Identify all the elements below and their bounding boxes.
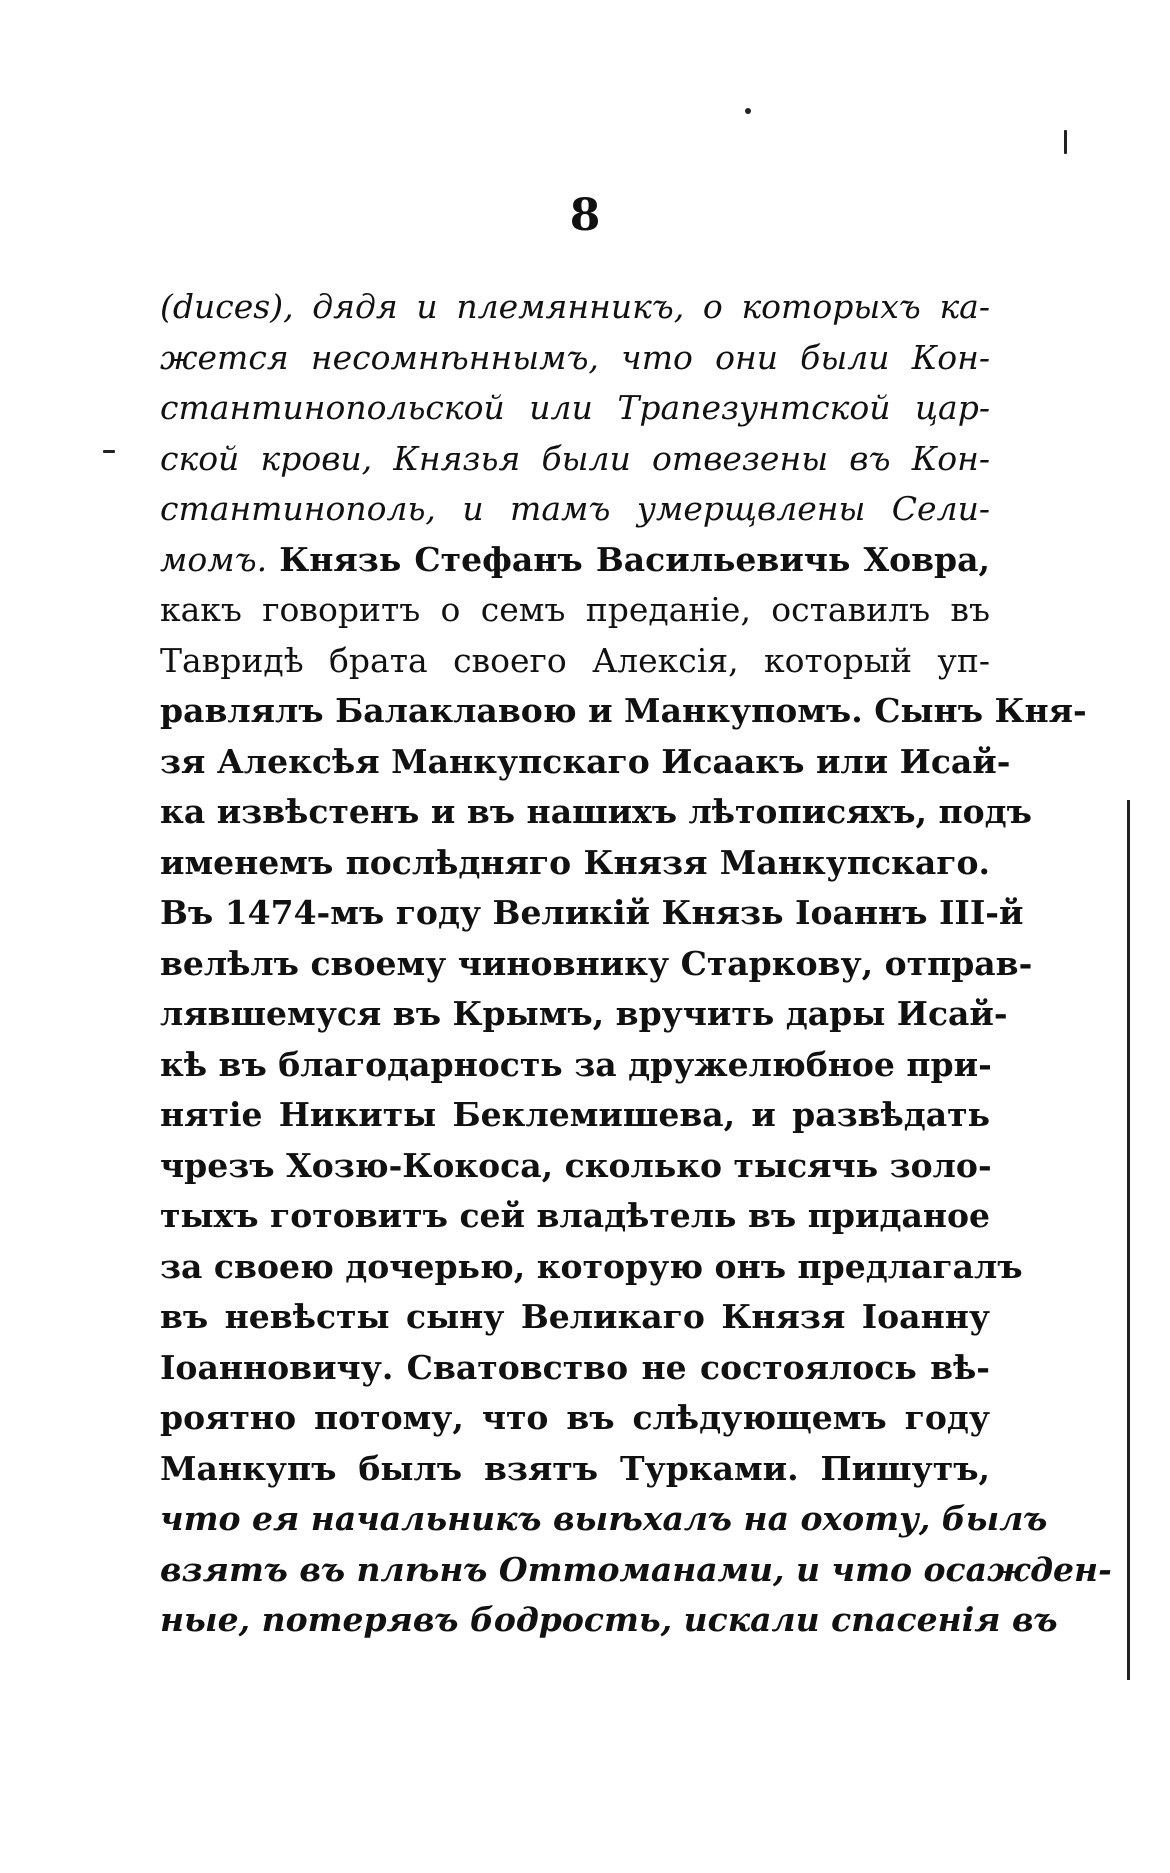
- text-line-17: нятіе Никиты Беклемишева, и развѣдать: [160, 1095, 990, 1134]
- text-line-7: какъ говоритъ о семъ преданіе, оставилъ въ: [160, 590, 990, 629]
- text-line-15: лявшемуся въ Крымъ, вручить дары Исай-: [160, 994, 1008, 1033]
- text-line-9: равлялъ Балаклавою и Манкупомъ. Сынъ Кня-: [160, 691, 1087, 730]
- text-line-13: Въ 1474-мъ году Великій Князь Іоаннъ III-й: [160, 893, 1024, 932]
- text-line-10: зя Алексѣя Манкупскаго Исаакъ или Исай-: [160, 741, 1011, 781]
- page-number: 8: [569, 190, 601, 241]
- text-line-6: [160, 535, 990, 586]
- text-line-3: стантинопольской или Трапезунтской цар-: [160, 388, 990, 427]
- text-line-8: Тавридѣ брата своего Алексія, который уп-: [160, 640, 990, 680]
- text-line-27: ные, потерявъ бодрость, искали спасенія въ: [160, 1600, 1058, 1639]
- text-line-23: роятно потому, что въ слѣдующемъ году: [160, 1398, 990, 1437]
- text-line-5: стантинополь, и тамъ умерщвлены Сели-: [160, 489, 990, 528]
- body-text: [160, 282, 1112, 1646]
- text-line-2: жется несомнѣннымъ, что они были Кон-: [160, 337, 990, 377]
- text-line-6-end: Князь Стефанъ Васильевичь Ховра,: [279, 539, 990, 579]
- text-line-24: Манкупъ былъ взятъ Турками. Пишутъ,: [160, 1448, 990, 1488]
- text-line-4: ской крови, Князья были отвезены въ Кон-: [160, 438, 990, 478]
- text-line-25: что ея начальникъ выѣхалъ на охоту, былъ: [160, 1499, 1048, 1538]
- text-line-18: чрезъ Хозю-Кокоса, сколько тысячь золо-: [160, 1145, 992, 1185]
- text-line-14: велѣлъ своему чиновнику Старкову, отправ-: [160, 943, 1033, 983]
- text-line-22: Іоанновичу. Сватовство не состоялось вѣ-: [160, 1347, 990, 1387]
- scan-edge-rule: [1127, 800, 1130, 1680]
- text-line-1: (duces), дядя и племянникъ, о которыхъ ка-: [160, 287, 990, 326]
- text-line-11: ка извѣстенъ и въ нашихъ лѣтописяхъ, подъ: [160, 792, 1032, 831]
- text-line-21: въ невѣсты сыну Великаго Князя Іоанну: [160, 1297, 990, 1336]
- scan-speck: [745, 108, 751, 114]
- text-line-20: за своею дочерью, которую онъ предлагалъ: [160, 1246, 1023, 1286]
- scan-speck: [1064, 130, 1067, 154]
- text-line-19: тыхъ готовитъ сей владѣтель въ приданое: [160, 1196, 990, 1235]
- text-line-12: именемъ послѣдняго Князя Манкупскаго.: [160, 842, 990, 882]
- text-line-16: кѣ въ благодарность за дружелюбное при-: [160, 1044, 992, 1084]
- text-line-6-start: момъ.: [160, 539, 268, 579]
- scan-speck: [103, 450, 115, 453]
- text-line-26: взятъ въ плѣнъ Оттоманами, и что осажден-: [160, 1549, 1112, 1589]
